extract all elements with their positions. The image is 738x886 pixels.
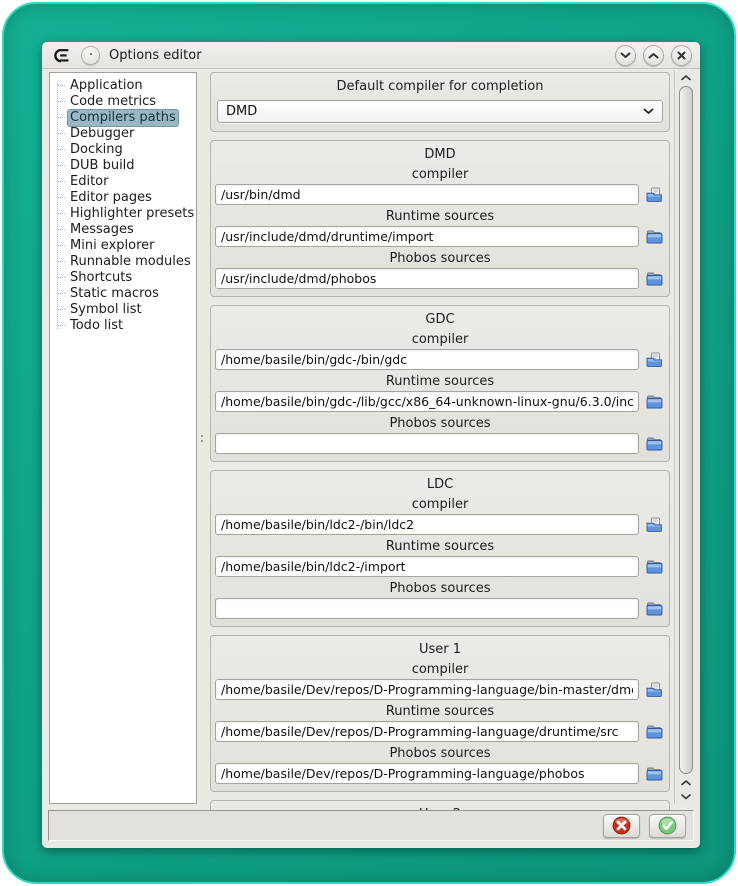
open-file-icon[interactable] [643, 515, 665, 534]
scroll-down-icon[interactable] [678, 790, 694, 804]
compiler-label: compiler [411, 167, 469, 182]
phobos-sources-label: Phobos sources [389, 746, 491, 761]
sidebar-item-compilers-paths[interactable]: Compilers paths [50, 109, 196, 125]
sidebar-item-code-metrics[interactable]: Code metrics [50, 93, 196, 109]
accept-button[interactable] [649, 814, 686, 838]
dmd-runtime-input[interactable] [215, 226, 639, 247]
maximize-button[interactable] [643, 45, 664, 66]
dialog-button-bar [48, 810, 694, 841]
gdc-runtime-input[interactable] [215, 391, 639, 412]
folder-icon[interactable] [643, 227, 665, 246]
sidebar-item-shortcuts[interactable]: Shortcuts [50, 269, 196, 285]
titlebar[interactable] [42, 42, 700, 69]
group-title: User 1 [418, 642, 462, 657]
compiler-group-user1 [210, 635, 670, 792]
group-title: Default compiler for completion [336, 79, 544, 94]
user1-phobos-input[interactable] [215, 763, 639, 784]
compiler-group-ldc [210, 470, 670, 627]
scroll-viewport [207, 70, 675, 804]
minimize-button[interactable] [615, 45, 636, 66]
compiler-label: compiler [411, 332, 469, 347]
sidebar-item-messages[interactable]: Messages [50, 221, 196, 237]
ldc-compiler-input[interactable] [215, 514, 639, 535]
sidebar-item-editor-pages[interactable]: Editor pages [50, 189, 196, 205]
runtime-sources-label: Runtime sources [385, 539, 495, 554]
open-file-icon[interactable] [643, 350, 665, 369]
sidebar-item-runnable-modules[interactable]: Runnable modules [50, 253, 196, 269]
open-file-icon[interactable] [643, 680, 665, 699]
user1-compiler-input[interactable] [215, 679, 639, 700]
folder-icon[interactable] [643, 764, 665, 783]
combo-value: DMD [226, 104, 258, 119]
compilers-paths-panel [207, 70, 695, 804]
cancel-icon [612, 816, 631, 835]
sidebar-item-application[interactable]: Application [50, 77, 196, 93]
default-compiler-group [210, 72, 670, 132]
folder-icon[interactable] [643, 599, 665, 618]
runtime-sources-label: Runtime sources [385, 374, 495, 389]
chevron-down-icon [643, 108, 654, 115]
gdc-phobos-input[interactable] [215, 433, 639, 454]
folder-icon[interactable] [643, 557, 665, 576]
group-title: GDC [425, 312, 455, 327]
compiler-group-gdc [210, 305, 670, 462]
runtime-sources-label: Runtime sources [385, 704, 495, 719]
phobos-sources-label: Phobos sources [389, 581, 491, 596]
sidebar-item-debugger[interactable]: Debugger [50, 125, 196, 141]
window-menu-button[interactable] [81, 46, 100, 65]
phobos-sources-label: Phobos sources [389, 416, 491, 431]
cancel-button[interactable] [603, 814, 640, 838]
user1-runtime-input[interactable] [215, 721, 639, 742]
sidebar-item-todo-list[interactable]: Todo list [50, 317, 196, 333]
sidebar-item-highlighter-presets[interactable]: Highlighter presets [50, 205, 196, 221]
compiler-label: compiler [411, 662, 469, 677]
sidebar-item-editor[interactable]: Editor [50, 173, 196, 189]
sidebar-item-symbol-list[interactable]: Symbol list [50, 301, 196, 317]
scroll-up-secondary-icon[interactable] [678, 775, 694, 790]
scrollbar-thumb[interactable] [679, 86, 693, 774]
coedit-logo-icon [50, 47, 72, 63]
close-button[interactable] [671, 45, 692, 66]
dmd-phobos-input[interactable] [215, 268, 639, 289]
folder-icon[interactable] [643, 434, 665, 453]
phobos-sources-label: Phobos sources [389, 251, 491, 266]
ldc-runtime-input[interactable] [215, 556, 639, 577]
vertical-scrollbar[interactable] [677, 70, 695, 804]
window-controls [615, 45, 692, 66]
compiler-group-dmd [210, 140, 670, 297]
scroll-up-icon[interactable] [678, 70, 694, 85]
sidebar-item-docking[interactable]: Docking [50, 141, 196, 157]
categories-panel [49, 72, 197, 804]
ldc-phobos-input[interactable] [215, 598, 639, 619]
sidebar-splitter[interactable] [197, 72, 207, 804]
runtime-sources-label: Runtime sources [385, 209, 495, 224]
folder-icon[interactable] [643, 269, 665, 288]
window-title: Options editor [109, 47, 202, 63]
accept-icon [658, 816, 677, 835]
dmd-compiler-input[interactable] [215, 184, 639, 205]
scrollbar-track[interactable] [678, 85, 694, 775]
group-title: LDC [426, 477, 454, 492]
options-editor-window [42, 42, 700, 848]
sidebar-item-dub-build[interactable]: DUB build [50, 157, 196, 173]
gdc-compiler-input[interactable] [215, 349, 639, 370]
default-compiler-select[interactable] [217, 100, 663, 123]
open-file-icon[interactable] [643, 185, 665, 204]
group-title: DMD [424, 147, 456, 162]
folder-icon[interactable] [643, 722, 665, 741]
folder-icon[interactable] [643, 392, 665, 411]
compiler-label: compiler [411, 497, 469, 512]
sidebar-item-static-macros[interactable]: Static macros [50, 285, 196, 301]
category-tree [50, 73, 196, 333]
sidebar-item-mini-explorer[interactable]: Mini explorer [50, 237, 196, 253]
